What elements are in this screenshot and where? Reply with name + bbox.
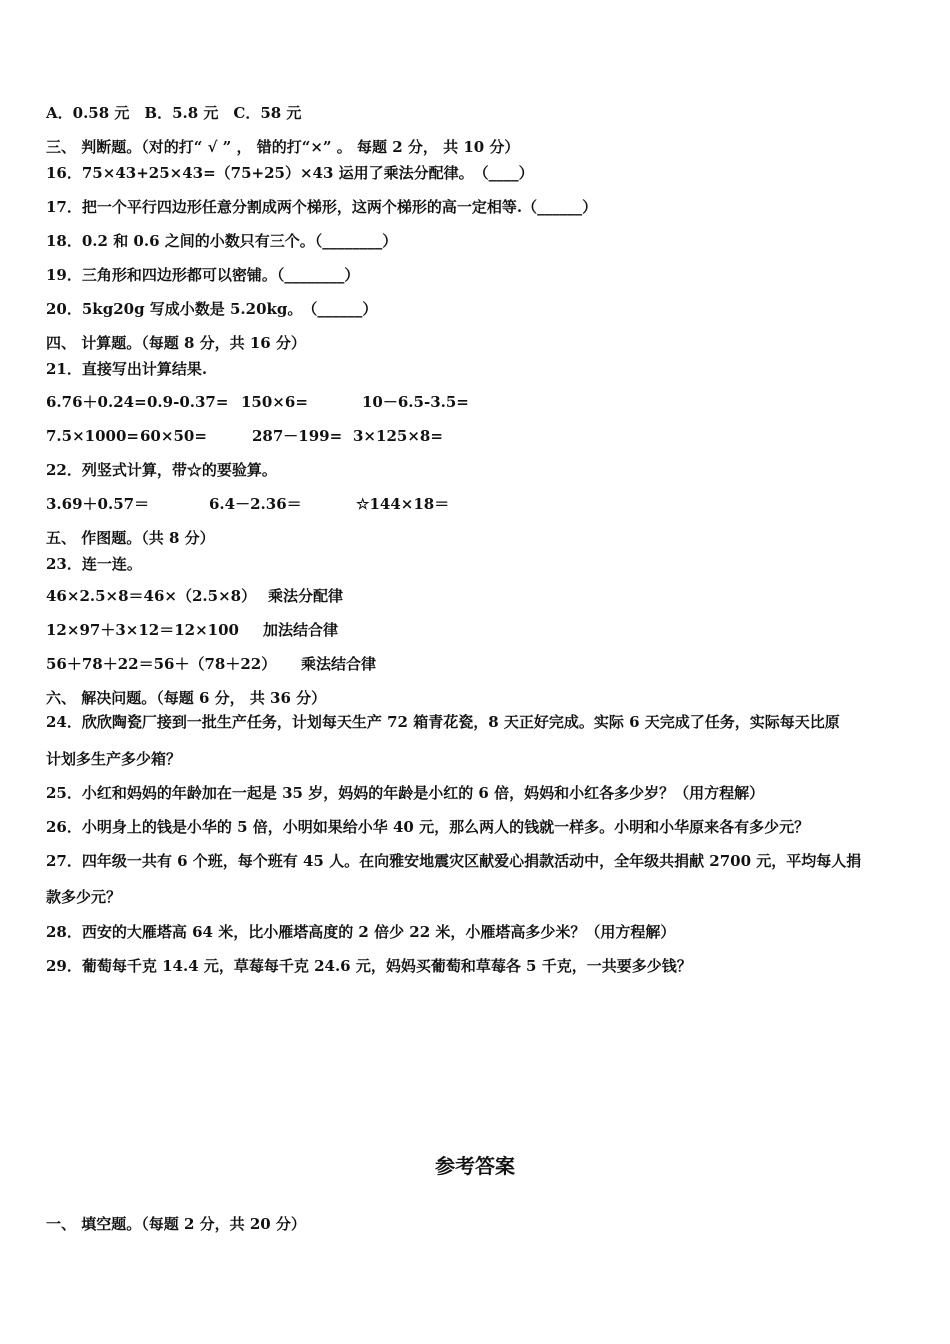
question-24: 24．欣欣陶瓷厂接到一批生产任务，计划每天生产 72 箱青花瓷，8 天正好完成。实际 6 天完成了任务，实际每天比原	[46, 713, 840, 731]
answer-title: 参考答案	[435, 1154, 515, 1178]
calc-item: 6.76＋0.24=	[46, 393, 147, 411]
answer-section-1-heading: 一、 填空题。（每题 2 分，共 20 分）	[46, 1215, 306, 1233]
question-27: 27．四年级一共有 6 个班，每个班有 45 人。在向雅安地震灾区献爱心捐款活动中，全年级共捐献 2700 元，平均每人捐	[46, 852, 862, 870]
question-16: 16．75×43+25×43=（75+25）×43 运用了乘法分配律。 （____）	[46, 164, 534, 182]
question-28: 28．西安的大雁塔高 64 米，比小雁塔高度的 2 倍少 22 米，小雁塔高多少米？（用方程解）	[46, 923, 676, 941]
calc-item: 287－199=	[252, 427, 343, 445]
question-20: 20．5kg20g 写成小数是 5.20kg。 （______）	[46, 300, 378, 318]
question-18: 18．0.2 和 0.6 之间的小数只有三个。（________）	[46, 232, 398, 250]
section-6-heading: 六、 解决问题。（每题 6 分， 共 36 分）	[46, 689, 327, 707]
match-left: 12×97＋3×12＝12×100	[46, 621, 239, 639]
question-21: 21．直接写出计算结果.	[46, 360, 208, 378]
match-left: 46×2.5×8＝46×（2.5×8）	[46, 587, 257, 605]
calc-item: ☆144×18＝	[356, 495, 450, 513]
section-4-heading: 四、 计算题。（每题 8 分，共 16 分）	[46, 334, 306, 352]
calc-item: 150×6=	[241, 393, 308, 411]
calc-item: 3×125×8=	[353, 427, 443, 445]
question-22: 22．列竖式计算，带☆的要验算。	[46, 461, 277, 479]
section-3-heading: 三、 判断题。（对的打“ √ ” ， 错的打“×” 。 每题 2 分， 共 10 分）	[46, 138, 520, 156]
question-25: 25．小红和妈妈的年龄加在一起是 35 岁，妈妈的年龄是小红的 6 倍，妈妈和小红各多少岁？（用方程解）	[46, 784, 765, 802]
match-left: 56＋78＋22＝56＋（78＋22）	[46, 655, 277, 673]
calc-item: 7.5×1000=	[46, 427, 139, 445]
calc-item: 0.9-0.37=	[147, 393, 229, 411]
calc-item: 60×50=	[140, 427, 207, 445]
question-19: 19．三角形和四边形都可以密铺。（________）	[46, 266, 360, 284]
question-29: 29．葡萄每千克 14.4 元，草莓每千克 24.6 元，妈妈买葡萄和草莓各 5 千克，一共要多少钱？	[46, 957, 692, 975]
section-5-heading: 五、 作图题。（共 8 分）	[46, 529, 215, 547]
match-right: 乘法结合律	[301, 655, 377, 673]
question-24-cont: 计划多生产多少箱？	[46, 750, 182, 768]
question-17: 17．把一个平行四边形任意分割成两个梯形，这两个梯形的高一定相等.（______）	[46, 198, 598, 216]
option-line: A．0.58 元 B．5.8 元 C．58 元	[46, 104, 302, 122]
match-right: 乘法分配律	[268, 587, 344, 605]
calc-item: 6.4－2.36＝	[209, 495, 302, 513]
calc-item: 3.69＋0.57＝	[46, 495, 150, 513]
calc-item: 10－6.5-3.5=	[362, 393, 469, 411]
question-27-cont: 款多少元？	[46, 888, 122, 906]
question-23: 23．连一连。	[46, 555, 142, 573]
match-right: 加法结合律	[263, 621, 339, 639]
question-26: 26．小明身上的钱是小华的 5 倍，小明如果给小华 40 元，那么两人的钱就一样多。小明和小华原来各有多少元？	[46, 818, 810, 836]
